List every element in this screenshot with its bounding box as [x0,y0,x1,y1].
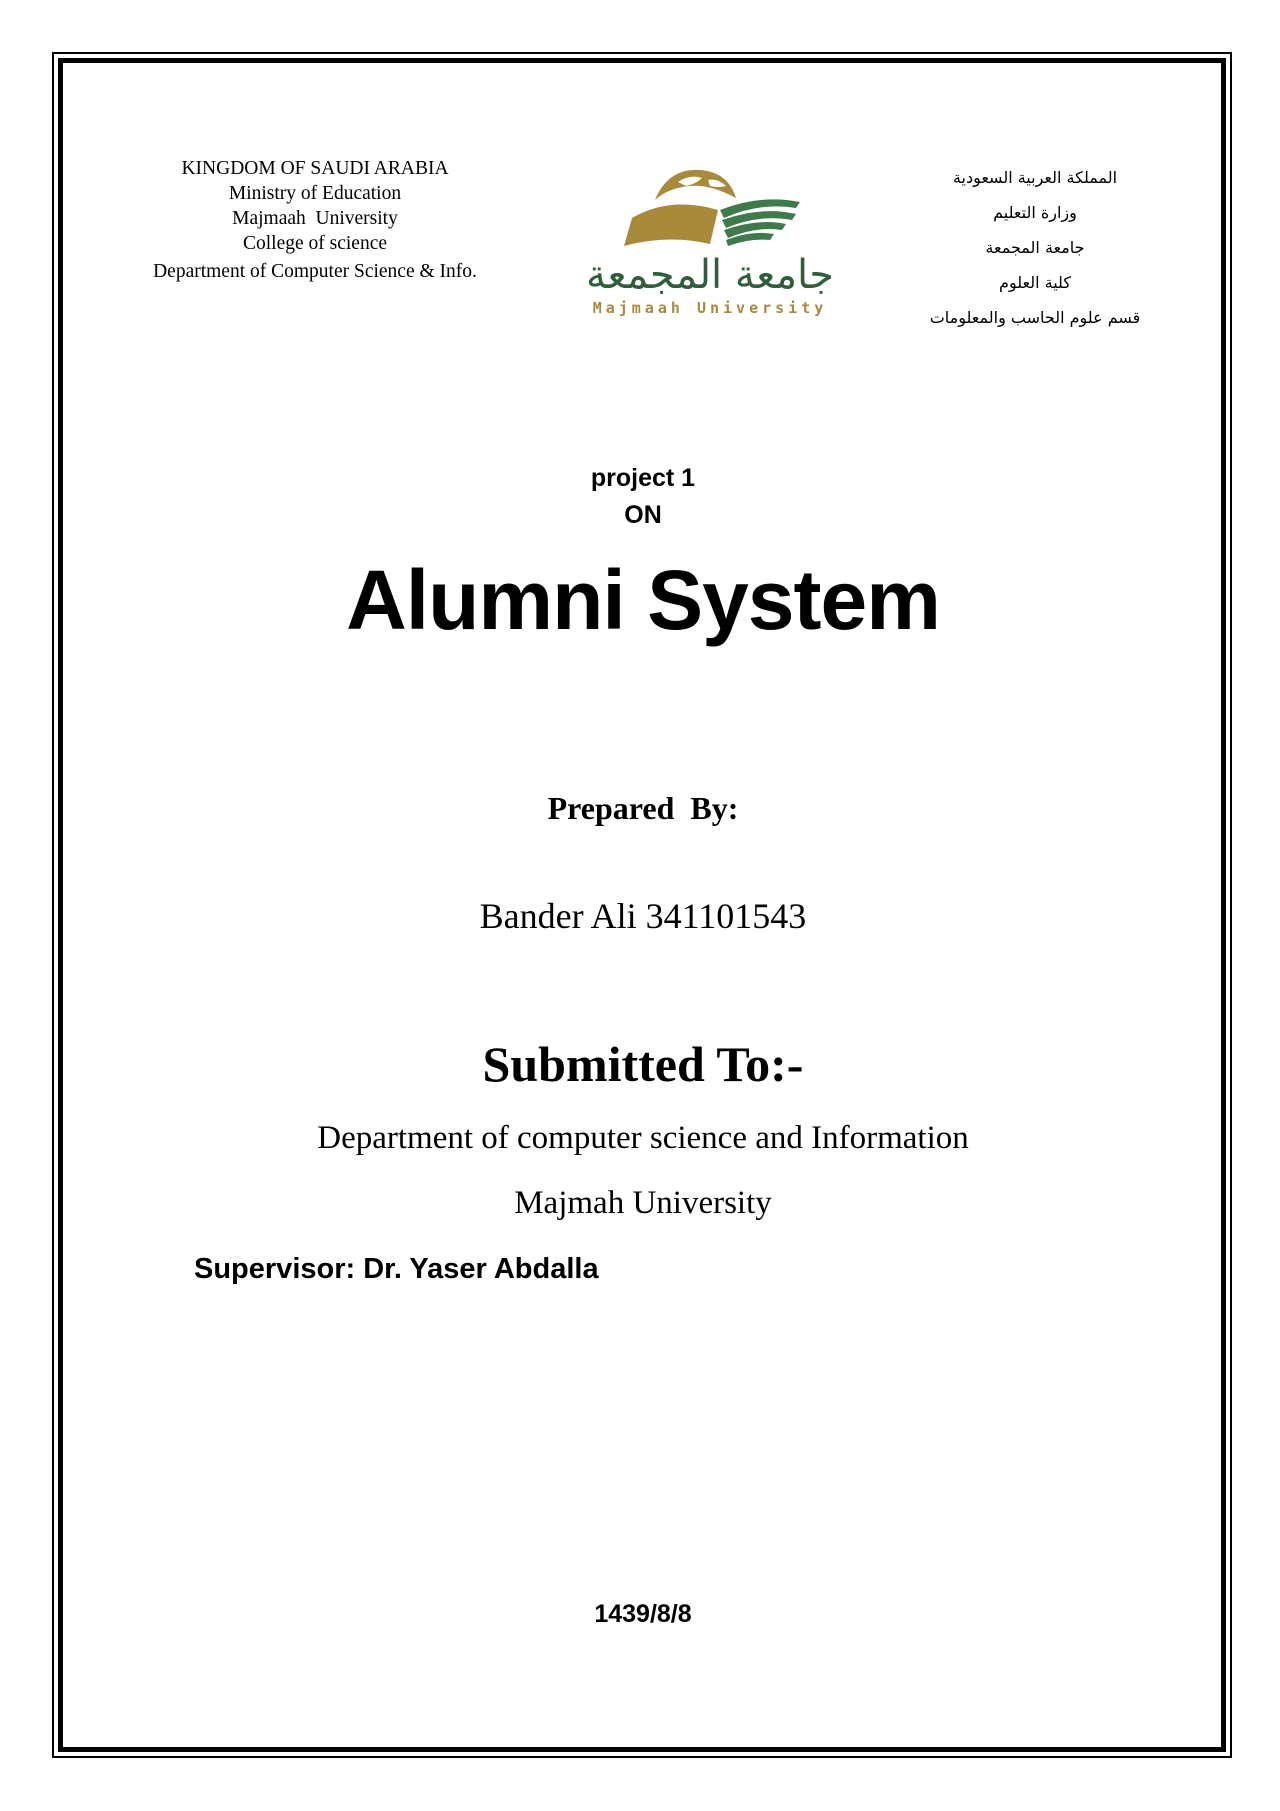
project-number: project 1 [590,464,696,492]
header-ar-university: جامعة المجمعة [985,238,1085,257]
document-title: Alumni System [346,553,940,647]
supervisor-line: Supervisor: Dr. Yaser Abdalla [194,1253,599,1285]
university-logo-graphic [550,160,870,320]
submitted-to-label: Submitted To:- [482,1036,804,1092]
university-logo [550,160,870,320]
header-en-university: Majmaah University [232,208,398,229]
prepared-by-label: Prepared By: [547,790,739,826]
english-header [130,156,500,284]
submitted-university: Majmah University [514,1185,772,1221]
project-label-block [60,460,1226,534]
header-ar-college: كلية العلوم [999,273,1071,292]
project-on: ON [624,501,662,529]
header-en-country: KINGDOM OF SAUDI ARABIA [181,158,449,179]
logo-arabic-wordmark: جامعة المجمعة [586,252,834,298]
logo-book-icon [624,205,718,246]
logo-english-wordmark: Majmaah University [592,299,828,317]
header-en-college: College of science [242,233,388,254]
author-name: Bander Ali 341101543 [479,896,807,936]
arabic-header [910,160,1160,335]
header-en-department: Department of Computer Science & Info. [153,261,477,282]
document-date: 1439/8/8 [594,1600,692,1628]
header-en-ministry: Ministry of Education [228,183,402,204]
header-ar-ministry: وزارة التعليم [993,203,1077,222]
submitted-department: Department of computer science and Information [317,1120,969,1156]
header-ar-country: المملكة العربية السعودية [952,168,1118,187]
header-ar-department: قسم علوم الحاسب والمعلومات [929,308,1141,327]
